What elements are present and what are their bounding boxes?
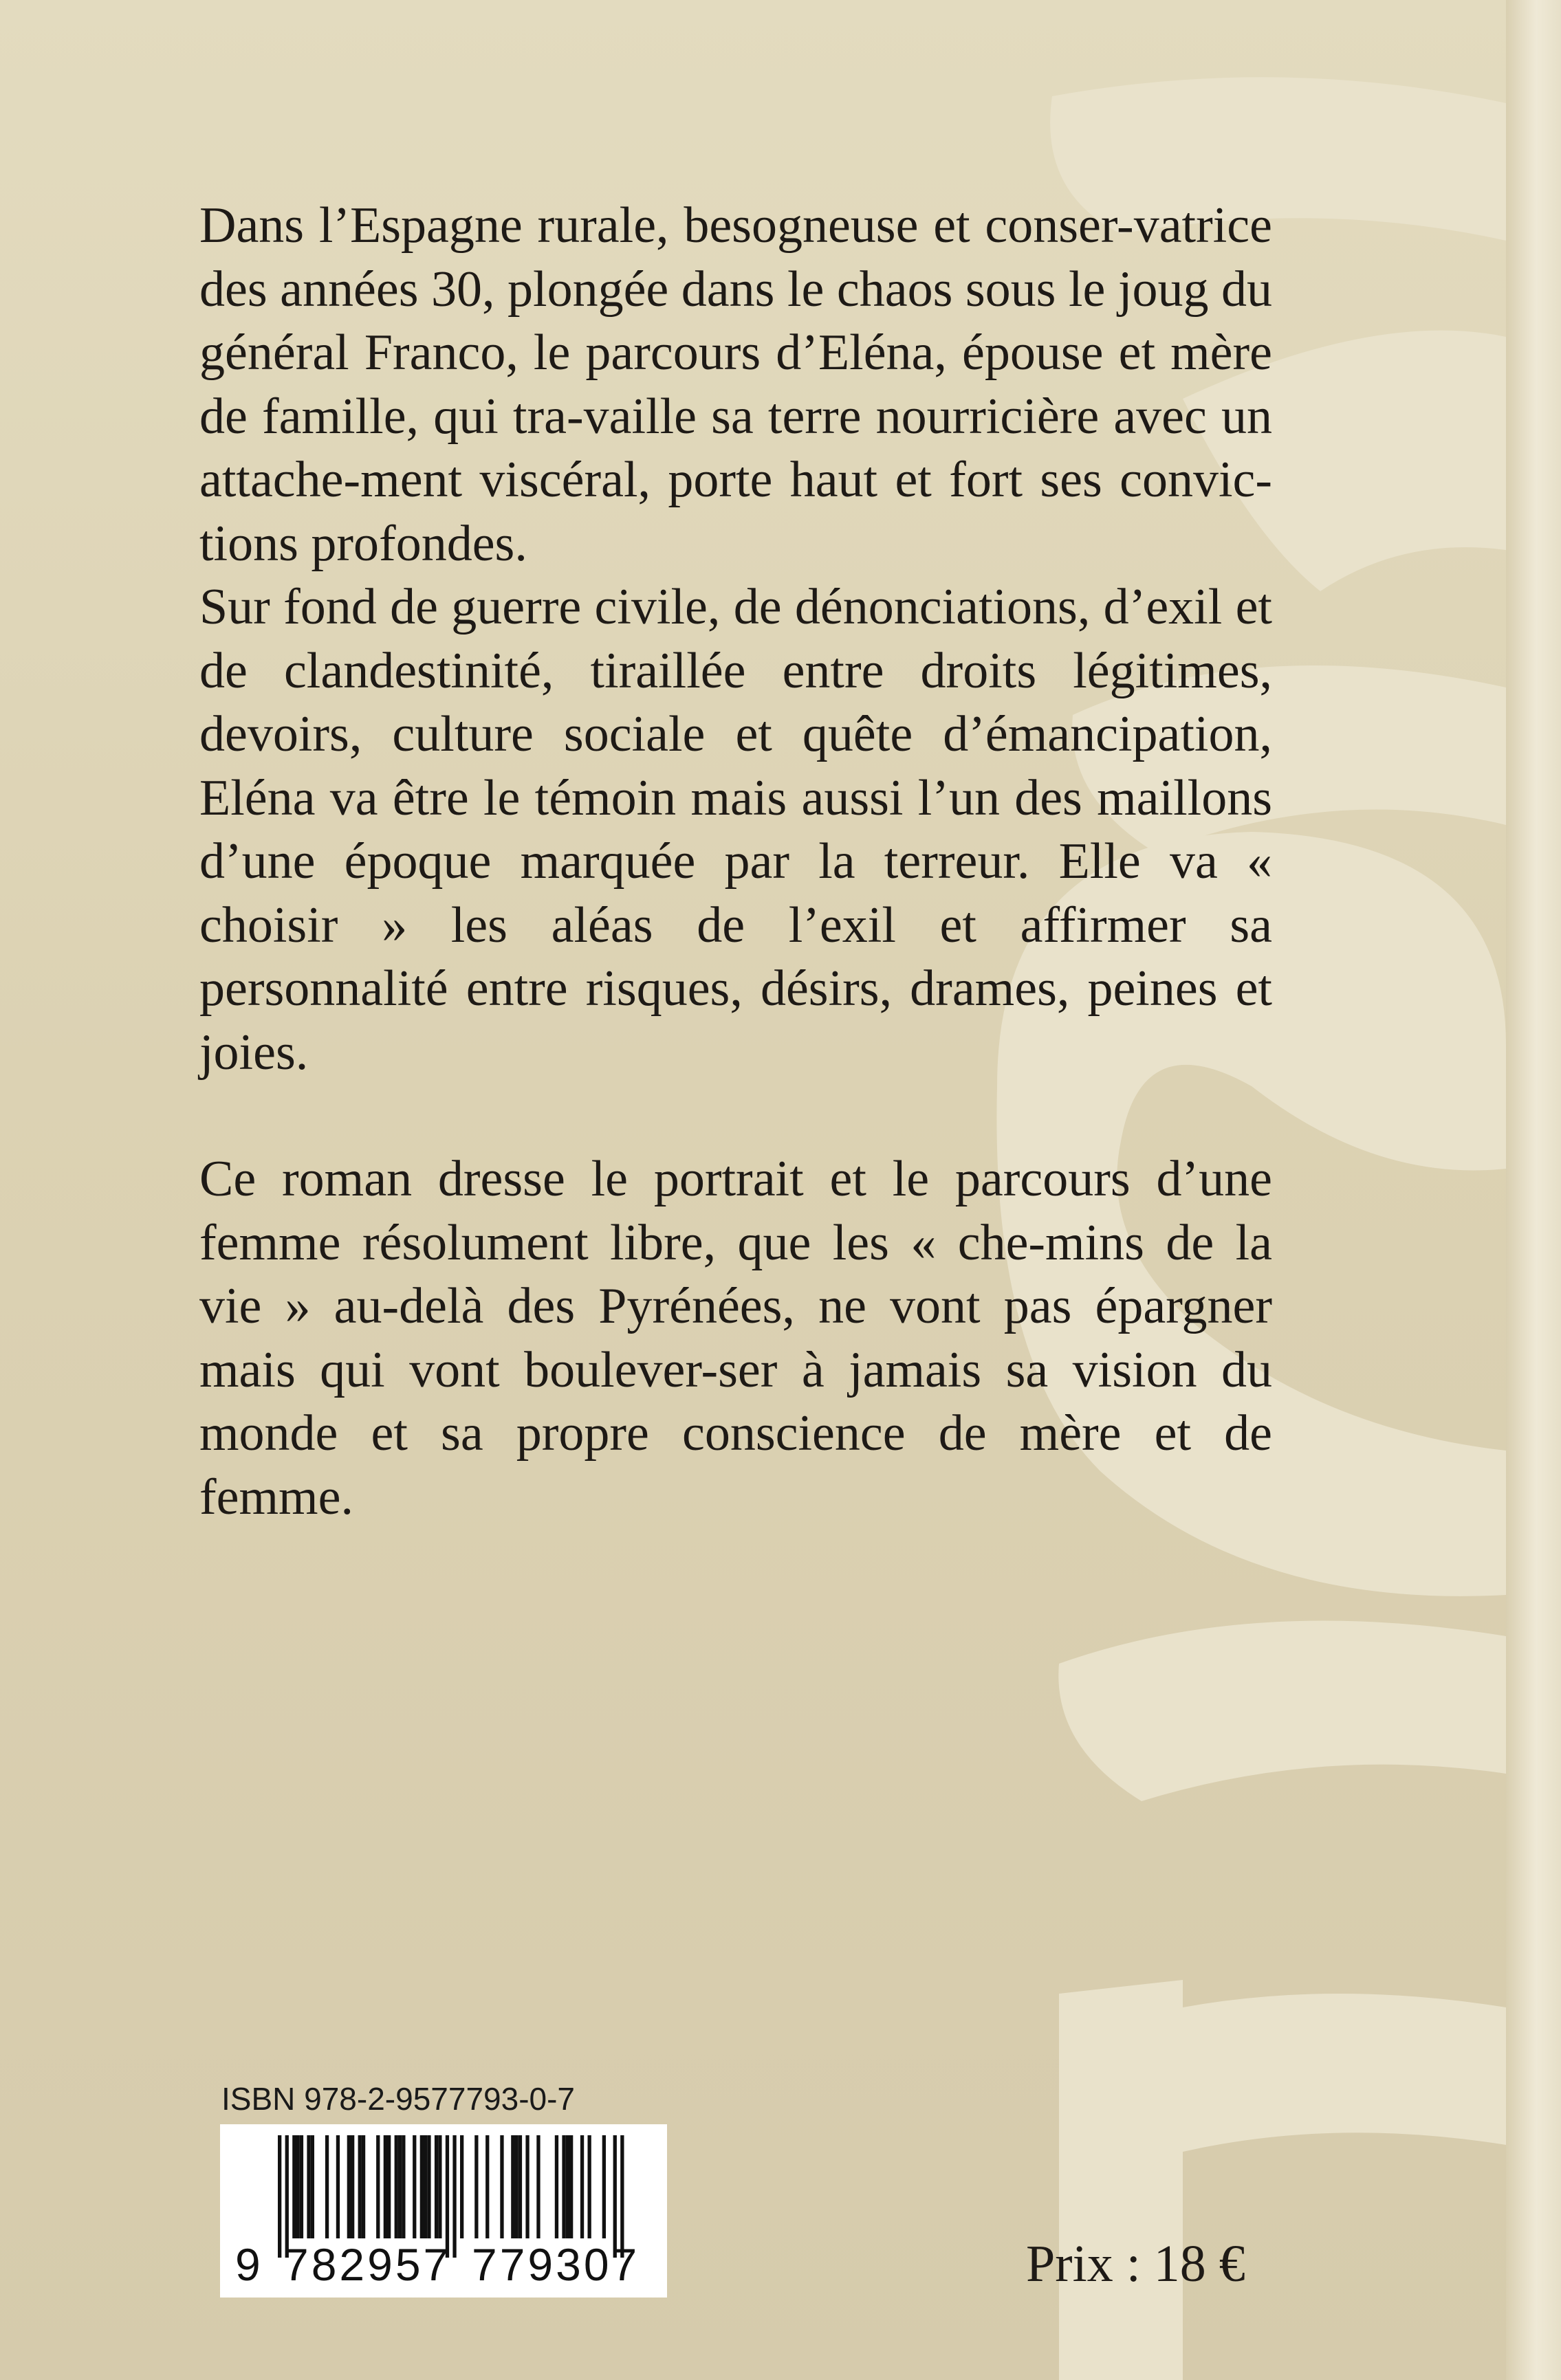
barcode-bar	[566, 2135, 569, 2238]
barcode-bar	[511, 2135, 514, 2238]
barcode-bar	[569, 2135, 573, 2238]
barcode-bar	[580, 2135, 584, 2238]
barcode-first-digit: 9	[235, 2239, 261, 2290]
barcode-bar	[562, 2135, 565, 2238]
barcode-bar	[424, 2135, 427, 2238]
barcode-bar	[402, 2135, 405, 2238]
page-edge	[1506, 0, 1561, 2380]
barcode-bar	[485, 2135, 489, 2238]
barcode-bar	[500, 2135, 503, 2238]
barcode-bar	[336, 2135, 340, 2238]
barcode-bar	[413, 2135, 416, 2238]
price-label: Prix : 18 €	[1026, 2235, 1245, 2293]
barcode-bar	[384, 2135, 387, 2238]
barcode-digits	[220, 2238, 667, 2293]
barcode-bar	[362, 2135, 365, 2238]
barcode-bar	[292, 2135, 296, 2238]
barcode-bar	[435, 2135, 438, 2238]
barcode-bar	[438, 2135, 441, 2238]
barcode-bar	[588, 2135, 591, 2238]
barcode-bar	[307, 2135, 310, 2238]
barcode-bar	[395, 2135, 398, 2238]
barcode-bar	[296, 2135, 300, 2238]
barcode-bar	[536, 2135, 540, 2238]
barcode-bar	[525, 2135, 529, 2238]
barcode-bar	[358, 2135, 362, 2238]
barcode	[220, 2124, 667, 2298]
barcode-bar	[351, 2135, 354, 2238]
barcode-bar	[474, 2135, 478, 2238]
barcode-bar	[602, 2135, 606, 2238]
back-cover-text	[199, 194, 1272, 1529]
barcode-bar	[460, 2135, 463, 2238]
barcode-left-group: 782957	[283, 2239, 452, 2290]
barcode-bar	[518, 2135, 522, 2238]
barcode-bar	[376, 2135, 380, 2238]
barcode-bar	[555, 2135, 558, 2238]
paragraph-summary: Ce roman dresse le portrait et le parcours d’une femme résolument libre, que les « che-mins de la vie » au-delà des Pyrénées, ne vont pas épargner mais qui vont boulever-ser à jamais sa vision du monde et sa propre conscience de mère et de femme.	[199, 1151, 1272, 1525]
barcode-bar	[300, 2135, 303, 2238]
paragraph-intro: Dans l’Espagne rurale, besogneuse et conser-vatrice des années 30, plongée dans le chaos sous le joug du général Franco, le parcours d’Eléna, épouse et mère de famille, qui tra-vaille sa terre nourricière avec un attache-ment viscéral, porte haut et fort ses convic-tions profondes.	[199, 197, 1272, 572]
barcode-bar	[427, 2135, 430, 2238]
barcode-bar	[325, 2135, 329, 2238]
barcode-bar	[515, 2135, 518, 2238]
isbn-label: ISBN 978-2-9577793-0-7	[221, 2081, 575, 2117]
barcode-bar	[420, 2135, 424, 2238]
barcode-bar	[347, 2135, 351, 2238]
barcode-bar	[311, 2135, 314, 2238]
barcode-bar	[387, 2135, 391, 2238]
barcode-right-group: 779307	[472, 2239, 640, 2290]
barcode-bar	[398, 2135, 402, 2238]
paragraph-context: Sur fond de guerre civile, de dénonciations, d’exil et de clandestinité, tiraillée entre droits légitimes, devoirs, culture sociale et quête d’émancipation, Eléna va être le témoin mais aussi l’un des maillons d’une époque marquée par la terreur. Elle va « choisir » les aléas de l’exil et affirmer sa personnalité entre risques, désirs, drames, peines et joies.	[199, 579, 1272, 1081]
